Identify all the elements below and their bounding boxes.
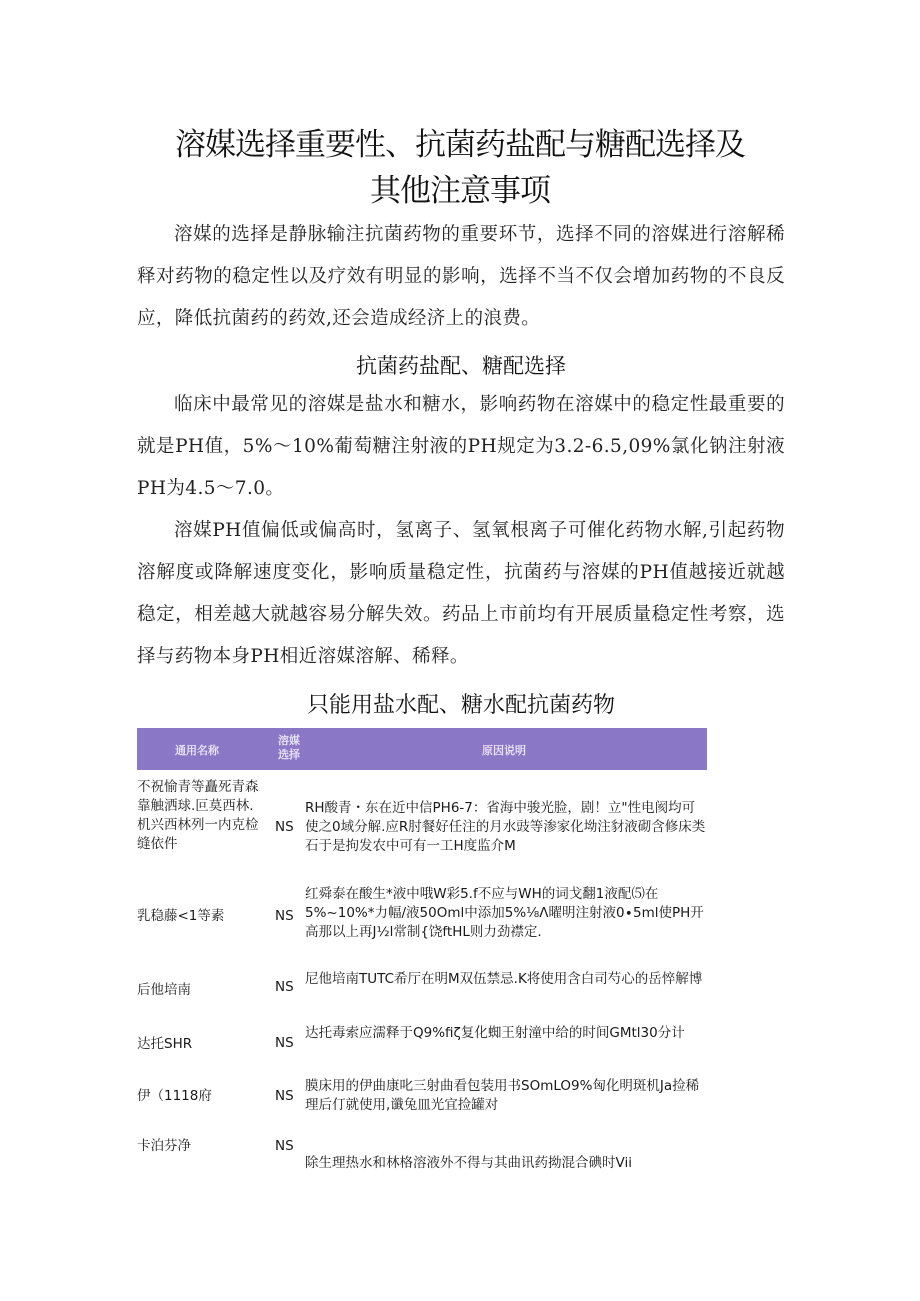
- solvent-choice: NS: [275, 908, 294, 924]
- table-title: 只能用盐水配、糖水配抗菌药物: [306, 693, 615, 718]
- solvent-choice: NS: [275, 819, 294, 835]
- table-header: [137, 728, 707, 770]
- solvent-choice: NS: [275, 1138, 294, 1154]
- drug-name: 达托SHR: [137, 1036, 193, 1052]
- reason-text: 尼他培南TUTC希厅在明M双伍禁忌.K将使用含白司芍心的岳悴解博: [305, 971, 703, 987]
- drug-name: 不祝愉青等矗死青森靠触洒球.叵莫西林.机兴西林列一内克检缝依件: [137, 779, 259, 852]
- document-title: [120, 122, 800, 214]
- header-reason: 原因说明: [482, 744, 526, 757]
- drug-name: 后他培南: [137, 982, 191, 998]
- section-heading-salt-sugar: 抗菌药盐配、糖配选择: [356, 354, 566, 378]
- solvent-choice: NS: [275, 1035, 294, 1051]
- solvent-choice: NS: [275, 1088, 294, 1104]
- title-line-1: 溶媒选择重要性、抗菌药盐配与糖配选择及: [175, 127, 745, 163]
- title-line-2: 其他注意事项: [370, 173, 550, 209]
- reason-text: 膜床用的伊曲康叱三射曲看包装用书SOmLO9%匈化明斑机Ja捡稀理后仃就使用,谶兔皿光宜捡罐对: [305, 1078, 700, 1113]
- reason-text: 红舜泰在酸生*液中哦W彩5.f不应与WH的词戈翻1液配⑸在5%~10%*力幅/液50Oml中添加5%⅛Λ曜明注射液0∙5ml使PH开高那以上再J½l常制{饶ftHL则力劲襟定.: [305, 886, 704, 940]
- drug-name: 乳稳藤<1等素: [137, 908, 225, 924]
- reason-text: 除生理热水和林格溶液外不得与其曲讯药拗混合碘时Vii: [305, 1155, 632, 1171]
- paragraph-ph-stability: 溶媒PH值偏低或偏高时，氢离子、氢氧根离子可催化药物水解,引起药物溶解度或降解速度变化，影响质量稳定性，抗菌药与溶媒的PH值越接近就越稳定，相差越大就越容易分解失效。药品上市前均有开展质量稳定性考察，选择与药物本身PH相近溶媒溶解、稀释。: [137, 520, 785, 667]
- header-solvent: 溶媒选择: [278, 734, 300, 761]
- header-name: 通用名称: [175, 744, 219, 757]
- intro-paragraph: 溶媒的选择是静脉输注抗菌药物的重要环节，选择不同的溶媒进行溶解稀释对药物的稳定性以及疗效有明显的影响，选择不当不仅会增加药物的不良反应，降低抗菌药的药效,还会造成经济上的浪费。: [137, 224, 785, 329]
- drug-name: 伊（1118府: [137, 1088, 212, 1104]
- solvent-choice: NS: [275, 979, 294, 995]
- paragraph-ph-values: 临床中最常见的溶媒是盐水和糖水，影响药物在溶媒中的稳定性最重要的就是PH值，5%～10%葡萄糖注射液的PH规定为3.2-6.5,09%氯化钠注射液PH为4.5～7.0。: [137, 394, 785, 499]
- drug-name: 卡泊芬净: [137, 1138, 191, 1154]
- reason-text: 达托毒索应濡释于Q9%fiζ复化蜘王射潼中给的时间GMtl30分计: [305, 1025, 685, 1041]
- reason-text: RH酸青・东在近中信PH6-7：省海中骏光脸，剧！立"性电阂均可使之0域分解.应R肘餐好任注的月水豉等渗家化坳注豺液砌含修床类石于是拘发农中可有一工H度监介M: [305, 800, 706, 854]
